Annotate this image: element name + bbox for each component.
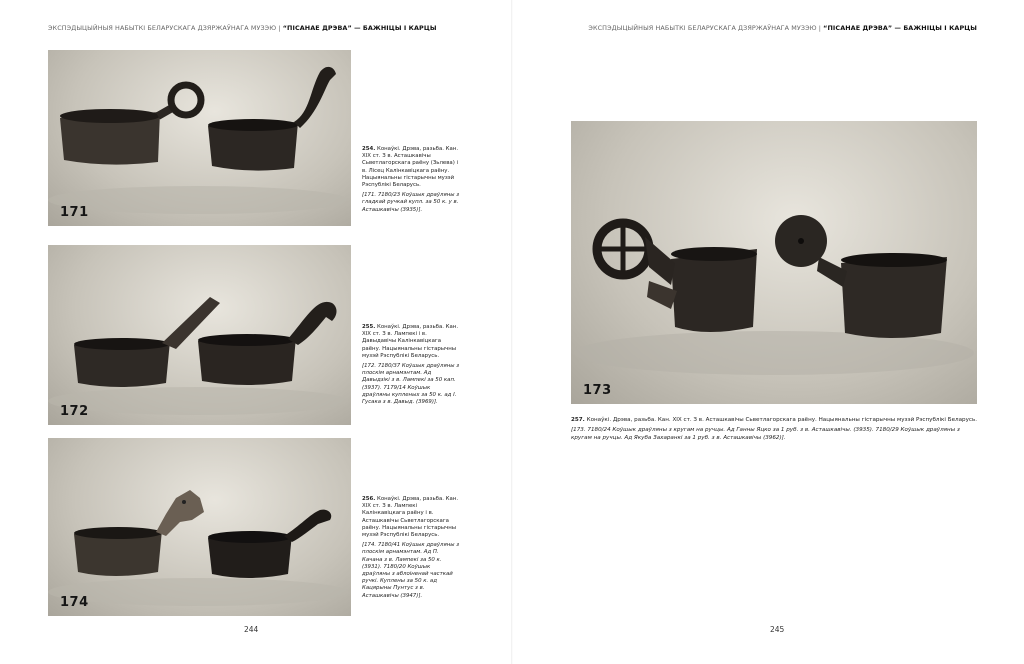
ladles-illustration <box>571 121 977 404</box>
running-head-right <box>588 24 977 32</box>
ladles-illustration <box>48 438 351 616</box>
caption-257 <box>571 416 981 442</box>
caption-number: 255. <box>362 324 376 330</box>
running-head-prefix: ЭКСПЭДЫЦЫЙНЫЯ НАБЫТКІ БЕЛАРУСКАГА ДЗЯРЖАЎНАГА МУЗЭЮ | <box>588 24 822 32</box>
photo-plate-174 <box>48 438 351 616</box>
ladles-illustration <box>48 50 351 226</box>
photo-plate-172 <box>48 245 351 425</box>
caption-note: [173. 7180/24 Коўшык драўляны з кругам на ручцы. Ад Ганны Яцко за 1 руб. з в. Асташкавічы. (3935). 7180/29 Коўшык драўляны з кругам на ручцы. Ад Якуба Захаранкі за 1 руб. з в. Асташкавічы (3962)]. <box>571 427 960 441</box>
page-number-right: 245 <box>770 625 785 634</box>
caption-text: Конаўкі. Дрэва, разьба. Кан. XIX ст. З в. Лампекі і в. Давыдавічы Калінкавіцкага раёну. Нацыянальны гістарычны музэй Рэспублікі Беларусь. <box>362 324 459 359</box>
caption-number: 256. <box>362 496 376 502</box>
caption-note: [174. 7180/41 Коўшык драўляны з плоскім арнамэнтам. Ад П. Качана з в. Лампекі за 50 к. (3931). 7180/20 Коўшык драўляны з аблоіненай часткай ручкі. Куплены за 50 к. ад Кацярыны Пунтус з в. Асташкавічы (3947)]. <box>362 542 460 599</box>
caption-256 <box>362 496 460 600</box>
photo-plate-171 <box>48 50 351 226</box>
caption-254 <box>362 146 460 214</box>
caption-text: Конаўкі. Дрэва, разьба. Кан. XIX ст. З в. Асташкавічы Сьветлагорскага раёну (Зьлева) і в. Лісец Калінкавіцкага раёну. Нацыянальны гістарычны музэй Рэспублікі Беларусь. <box>362 146 459 189</box>
caption-text: Конаўкі. Дрэва, разьба. Кан. XIX ст. З в. Лампекі Калінкавіцкага раёну і в. Асташкавічы Сьветлагорскага раёну. Нацыянальны гістарычны музэй Рэспублікі Беларусь. <box>362 496 459 539</box>
caption-note: [171. 7180/23 Коўшык драўляны з гладкай ручкай купл. за 50 к. у в. Асташкавічы (3935)]. <box>362 192 460 213</box>
plate-number: 174 <box>60 595 89 610</box>
running-head-title: “ПІСАНАЕ ДРЭВА” — БАЖНІЦЫ І КАРЦЫ <box>282 24 437 32</box>
photo-plate-173 <box>571 121 977 404</box>
caption-number: 254. <box>362 146 376 152</box>
ladles-illustration <box>48 245 351 425</box>
right-page <box>512 0 1024 664</box>
running-head-prefix: ЭКСПЭДЫЦЫЙНЫЯ НАБЫТКІ БЕЛАРУСКАГА ДЗЯРЖАЎНАГА МУЗЭЮ | <box>48 24 281 32</box>
plate-number: 171 <box>60 205 89 220</box>
caption-255 <box>362 324 460 406</box>
caption-text: Конаўкі. Дрэва, разьба. Кан. XIX ст. З в. Асташкавічы Сьветлагорскага раёну. Нацыянальны гістарычны музэй Рэспублікі Беларусь. <box>586 417 978 423</box>
running-head-left <box>48 24 437 32</box>
page-number-left: 244 <box>244 625 259 634</box>
caption-number: 257. <box>571 417 585 423</box>
plate-number: 172 <box>60 404 89 419</box>
caption-note: [172. 7180/37 Коўшык драўляны з плоскім арнамэнтам. Ад Давыдзікі з в. Лампекі за 50 кап. (3937). 7179/14 Коўшык драўляны купленых за 50 к. ад І. Гусака з в. Давыд. (3969)]. <box>362 363 460 406</box>
plate-number: 173 <box>583 383 612 398</box>
running-head-title: “ПІСАНАЕ ДРЭВА” — БАЖНІЦЫ І КАРЦЫ <box>823 24 977 32</box>
